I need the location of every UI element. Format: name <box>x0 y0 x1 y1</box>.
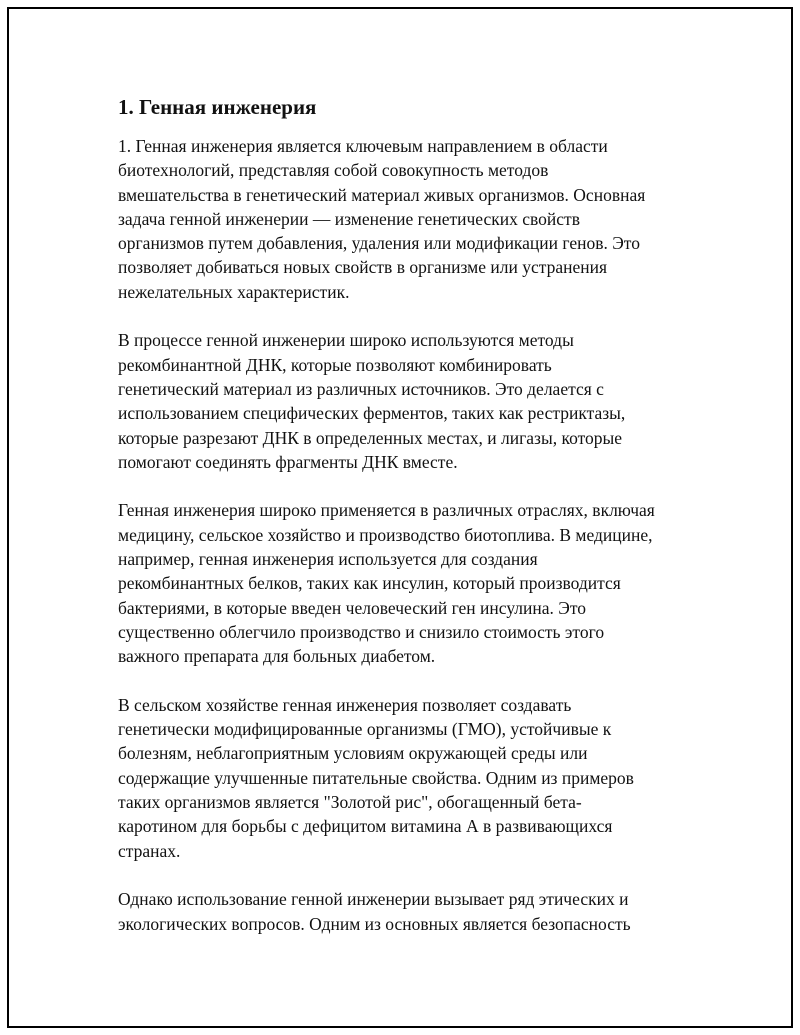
text-line: позволяет добиваться новых свойств в организме или устранения <box>118 257 608 278</box>
text-line: важного препарата для больных диабетом. <box>118 646 436 667</box>
text-line: 1. Генная инженерия является ключевым направлением в области <box>118 136 608 156</box>
paragraph-2 <box>118 328 738 474</box>
document-body <box>118 93 738 936</box>
text-line: медицину, сельское хозяйство и производство биотоплива. В медицине, <box>118 524 653 545</box>
text-line: существенно облегчило производство и снизило стоимость этого <box>118 621 605 642</box>
text-line: В сельском хозяйстве генная инженерия позволяет создавать <box>118 694 572 715</box>
text-line: экологических вопросов. Одним из основных является безопасность <box>118 913 631 934</box>
text-line: каротином для борьбы с дефицитом витамина А в развивающихся <box>118 816 613 837</box>
text-line: задача генной инженерии — изменение генетических свойств <box>118 208 580 229</box>
text-line: Однако использование генной инженерии вызывает ряд этических и <box>118 889 629 910</box>
text-line: рекомбинантной ДНК, которые позволяют комбинировать <box>118 354 552 375</box>
page-title: 1. Генная инженерия <box>118 95 317 119</box>
paragraph-3 <box>118 498 738 668</box>
text-line: генетический материал из различных источников. Это делается с <box>118 378 604 399</box>
text-line: использованием специфических ферментов, таких как рестриктазы, <box>118 403 626 424</box>
text-line: например, генная инженерия используется для создания <box>118 549 538 570</box>
text-line: таких организмов является "Золотой рис", обогащенный бета- <box>118 792 582 813</box>
text-line: содержащие улучшенные питательные свойства. Одним из примеров <box>118 767 634 788</box>
text-line: нежелательных характеристик. <box>118 281 350 302</box>
text-line: которые разрезают ДНК в определенных местах, и лигазы, которые <box>118 427 623 448</box>
paragraph-4 <box>118 693 738 863</box>
text-line: болезням, неблагоприятным условиям окружающей среды или <box>118 743 588 764</box>
text-line: генетически модифицированные организмы (ГМО), устойчивые к <box>118 719 612 740</box>
text-line: вмешательства в генетический материал живых организмов. Основная <box>118 184 646 205</box>
text-line: рекомбинантных белков, таких как инсулин, который производится <box>118 573 621 594</box>
text-line: бактериями, в которые введен человеческий ген инсулина. Это <box>118 597 586 618</box>
text-line: биотехнологий, представляя собой совокупность методов <box>118 160 549 181</box>
text-line: помогают соединять фрагменты ДНК вместе. <box>118 451 458 472</box>
text-line: организмов путем добавления, удаления или модификации генов. Это <box>118 233 640 254</box>
paragraph-1 <box>118 134 738 304</box>
text-line: Генная инженерия широко применяется в различных отраслях, включая <box>118 500 655 521</box>
text-line: странах. <box>118 840 181 861</box>
text-line: В процессе генной инженерии широко используются методы <box>118 330 574 351</box>
paragraph-5 <box>118 887 738 936</box>
